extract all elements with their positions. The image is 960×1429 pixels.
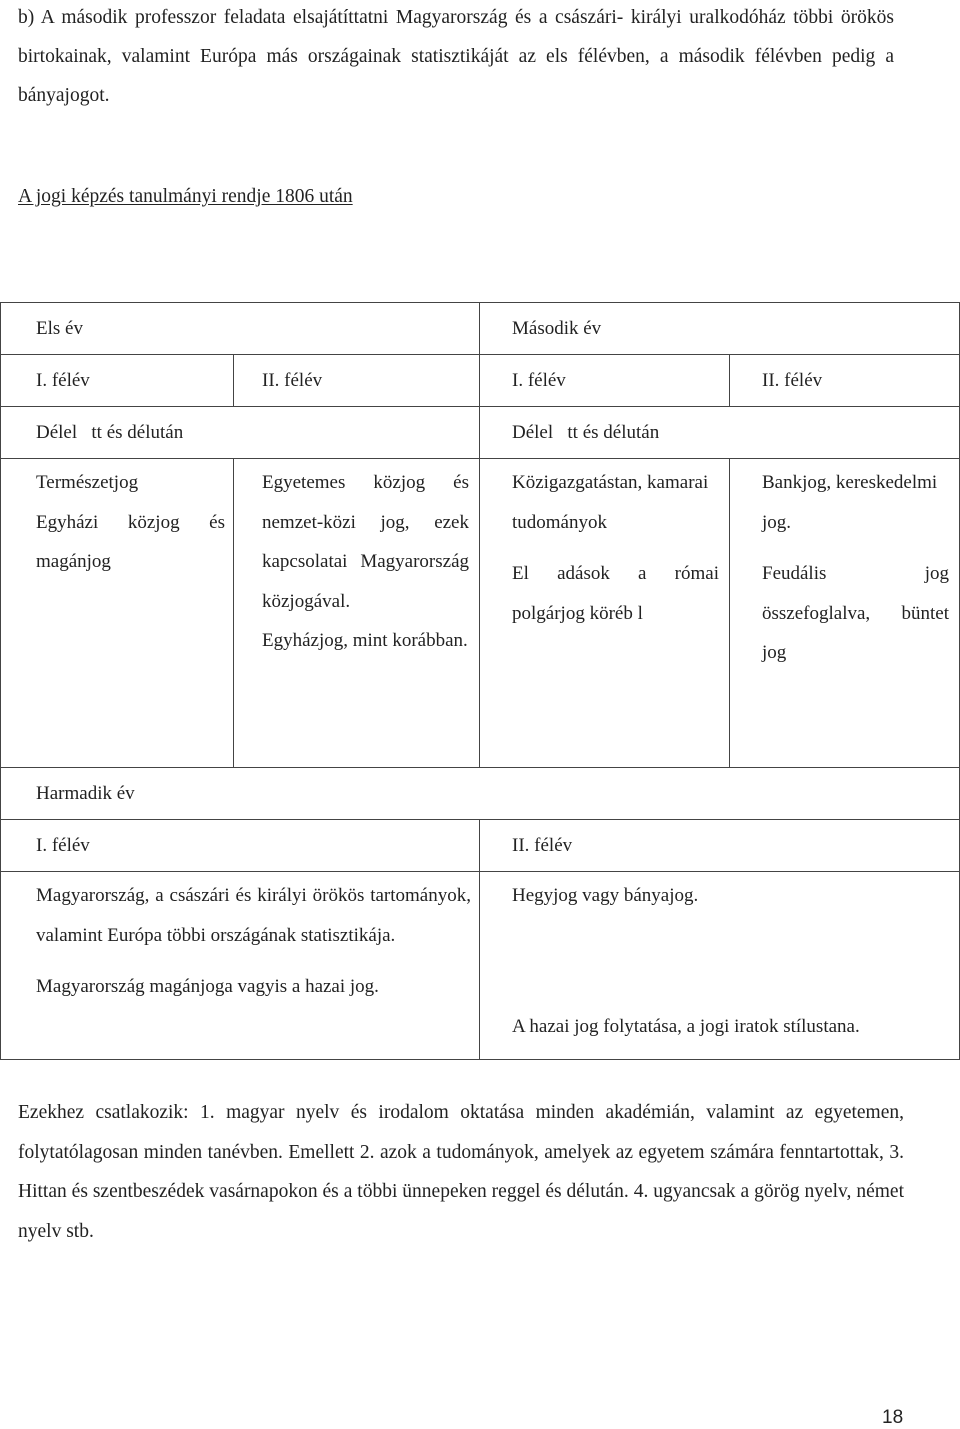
sem1-first-year: I. félév [1,355,234,407]
first-year-cell [1,303,480,355]
style-course: A hazai jog folytatása, a jogi iratok stílustana. [512,1015,860,1037]
courses-col2 [234,459,480,768]
sem1-third-year: I. félév [1,820,480,872]
third-year-cell: Harmadik év [1,768,960,820]
time-second-year: Délel tt és délután [480,407,960,459]
feudal-law: Feudális jog összefoglalva, büntet jog [762,563,949,663]
sem1-second-year: I. félév [480,355,730,407]
roman-law: El adások a római polgárjog köréb l [512,563,719,624]
private-law-course: Magyarország magánjoga vagyis a hazai jog. [36,976,379,997]
administration: Közigazgatástan, kamarai tudományok [512,472,709,533]
second-year-cell [480,303,960,355]
semester-row [1,355,960,407]
time-row [1,407,960,459]
sem2-first-year: II. félév [234,355,480,407]
third-year-row [1,768,960,820]
sem2-third-year: II. félév [480,820,960,872]
third-year-right [480,872,960,1060]
year-header-row [1,303,960,355]
canon-law: Egyházjog, mint korábban. [262,630,468,651]
closing-paragraph: Ezekhez csatlakozik: 1. magyar nyelv és irodalom oktatása minden akadémián, valamint az egyetemen, folytatólagosan minden tanévben. Emellett 2. azok a tudományok, amelyek az egyetem számára fenntartottak, 3. Hittan és szentbeszédek vasárnapokon és a többi ünnepeken reggel és délután. 4. ugyancsak a görög nyelv, német nyelv stb. [18,1102,904,1242]
third-year-semester-row [1,820,960,872]
courses-col1 [1,459,234,768]
courses-col4 [730,459,960,768]
church-law: Egyházi közjog és magánjog [36,511,225,572]
third-year-courses-row [1,872,960,1060]
first-year-label: Els év [36,317,83,339]
curriculum-table [0,302,960,1060]
public-law: Egyetemes közjog és nemzet-közi jog, ezek kapcsolatai Magyarország közjogával. [262,472,469,612]
mining-law-course: Hegyjog vagy bányajog. [512,885,699,906]
intro-paragraph: b) A második professzor feladata elsajátíttatni Magyarország és a császári- királyi uralkodóház többi örökös birtokainak, valamint Európa más országainak statisztikáját az els félévben, a második félévben pedig a bányajogot. [18,7,894,106]
statistics-course: Magyarország, a császári és királyi örökös tartományok, valamint Európa többi országának statisztikája. [36,885,471,946]
page-number: 18 [882,1407,904,1428]
section-heading: A jogi képzés tanulmányi rendje 1806 után [18,186,353,207]
natural-law: Természetjog [36,472,139,493]
sem2-second-year: II. félév [730,355,960,407]
third-year-left [1,872,480,1060]
time-first-year: Délel tt és délután [1,407,480,459]
courses-row [1,459,960,768]
banking-law: Bankjog, kereskedelmi jog. [762,472,938,533]
courses-col3 [480,459,730,768]
second-year-label: Második év [512,317,602,339]
